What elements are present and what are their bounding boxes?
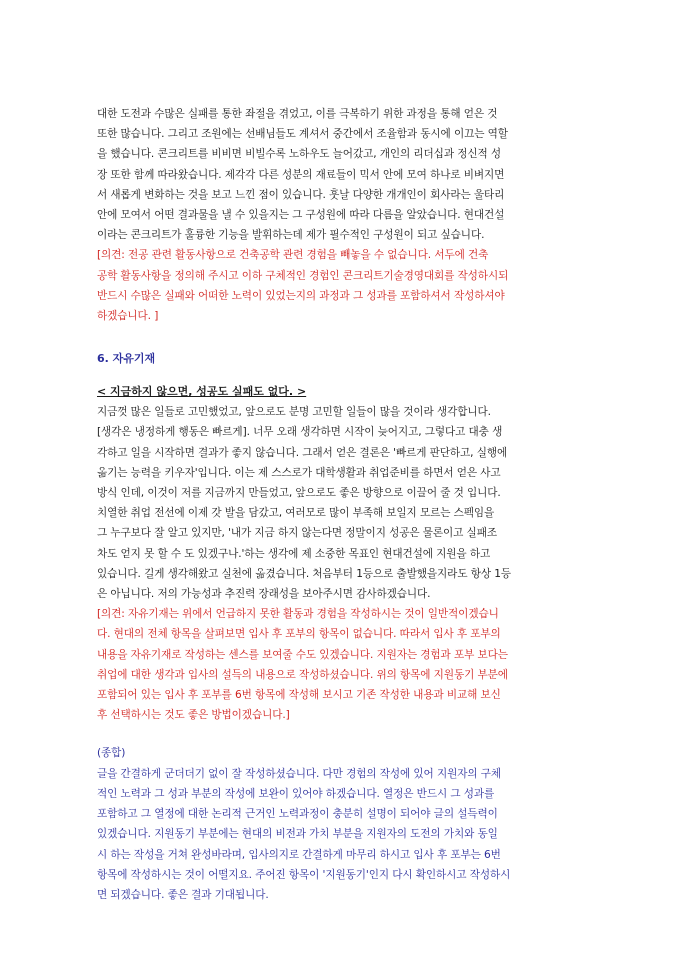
text-line: 대한 도전과 수많은 실패를 통한 좌절을 겪었고, 이를 극복하기 위한 과정을 통해 얻은 것 xyxy=(97,108,498,120)
text-line: 공학 활동사항을 정의해 주시고 이하 구체적인 경험인 콘크리트기술경영대회를 작성하시되 xyxy=(97,269,509,282)
text-line: 포함되어 있는 입사 후 포부를 6번 항목에 작성해 보시고 기존 작성한 내용과 비교해 보신 xyxy=(97,689,501,702)
text-line: 적인 노력과 그 성과 부분의 작성에 보완이 있어야 하겠습니다. 열정은 반드시 그 성과를 xyxy=(97,787,495,800)
text-line: 글을 간결하게 군더더기 없이 잘 작성하셨습니다. 다만 경험의 작성에 있어 지원자의 구체 xyxy=(97,767,502,780)
text-line: 면 되겠습니다. 좋은 결과 기대됩니다. xyxy=(97,888,269,901)
summary-section xyxy=(97,743,585,905)
section-subheading: < 지금하지 않으면, 성공도 실패도 없다. > xyxy=(97,385,307,399)
section-heading-free-entry: 6. 자유기재 xyxy=(97,352,156,366)
text-line: 지금껏 많은 일들로 고민했었고, 앞으로도 분명 고민할 일들이 많을 것이라 생각합니다. xyxy=(97,406,491,419)
paragraph-free-entry xyxy=(97,402,585,604)
text-line: 방식 인데, 이것이 저를 지금까지 만들었고, 앞으로도 좋은 방향으로 이끌어 줄 것 입니다. xyxy=(97,487,501,500)
text-line: 반드시 수많은 실패와 어떠한 노력이 있었는지의 과정과 그 성과를 포함하셔서 작성하셔야 xyxy=(97,289,505,302)
text-line: [의견: 전공 관련 활동사항으로 건축공학 관련 경험을 빼놓을 수 없습니다. 서두에 건축 xyxy=(97,249,489,262)
text-line: 있습니다. 길게 생각해왔고 실천에 옮겼습니다. 처음부터 1등으로 출발했을지라도 항상 1등 xyxy=(97,567,512,580)
text-line: 각하고 일을 시작하면 결과가 좋지 않습니다. 그래서 얻은 결론은 '빠르게 판단하고, 실행에 xyxy=(97,446,508,459)
text-line: 취업에 대한 생각과 입사의 설득의 내용으로 작성하셨습니다. 위의 항목에 지원동기 부분에 xyxy=(97,668,508,681)
text-line: 항목에 작성하시는 것이 어떨지요. 주어진 항목이 '지원동기'인지 다시 확인하시고 작성하시 xyxy=(97,868,511,881)
text-line: 포함하고 그 열정에 대한 논리적 근거인 노력과정이 충분히 설명이 되어야 글의 설득력이 xyxy=(97,808,498,821)
text-line: 또한 많습니다. 그리고 조원에는 선배님들도 계셔서 중간에서 조율함과 동시에 이끄는 역할 xyxy=(97,128,508,141)
text-line: 안에 모여서 어떤 결과물을 낼 수 있을지는 그 구성원에 따라 다름을 알았습니다. 현대건설 xyxy=(97,209,505,222)
paragraph-concrete-experience xyxy=(97,104,585,245)
text-line: 시 하는 작성을 거쳐 완성바라며, 입사의지로 간결하게 마무리 하시고 입사 후 포부는 6번 xyxy=(97,848,501,861)
document-page xyxy=(97,104,585,905)
text-line: 서 새롭게 변화하는 것을 보고 느낀 점이 있습니다. 훗날 다양한 개개인이 회사라는 울타리 xyxy=(97,188,505,201)
text-line: 이라는 콘크리트가 훌륭한 기능을 발휘하는데 제가 필수적인 구성원이 되고 싶습니다. xyxy=(97,229,485,242)
text-line: 하겠습니다. ] xyxy=(97,310,159,323)
text-line: 내용을 자유기재로 작성하는 센스를 보여줄 수도 있겠습니다. 지원자는 경험과 포부 보다는 xyxy=(97,648,508,661)
text-line: 차도 얻지 못 할 수 도 있겠구나.'하는 생각에 제 소중한 목표인 현대건설에 지원을 하고 xyxy=(97,547,491,560)
opinion-section1 xyxy=(97,245,585,326)
opinion-section6 xyxy=(97,604,585,725)
text-line: 후 선택하시는 것도 좋은 방법이겠습니다.] xyxy=(97,709,290,722)
text-line: 있겠습니다. 지원동기 부분에는 현대의 비전과 가치 부분을 지원자의 도전의 가치와 동일 xyxy=(97,828,498,841)
text-line: 치열한 취업 전선에 이제 갓 발을 담갔고, 여러모로 많이 부족해 보일지 모르는 스펙임을 xyxy=(97,507,495,520)
text-line: 다. 현대의 전체 항목을 살펴보면 입사 후 포부의 항목이 없습니다. 따라서 입사 후 포부의 xyxy=(97,628,501,641)
text-line: 은 아닙니다. 저의 가능성과 추진력 장래성을 보아주시면 감사하겠습니다. xyxy=(97,588,431,601)
text-line: [의견: 자유기재는 위에서 언급하지 못한 활동과 경험을 작성하시는 것이 일반적이겠습니 xyxy=(97,608,499,621)
text-line: 옮기는 능력을 키우자'입니다. 이는 제 스스로가 대학생활과 취업준비를 하면서 얻은 사고 xyxy=(97,466,501,479)
text-line: 장 또한 함께 따라왔습니다. 제각각 다른 성분의 재료들이 믹서 안에 모여 하나로 비벼지면 xyxy=(97,168,505,181)
text-line: 그 누구보다 잘 알고 있지만, '내가 지금 하지 않는다면 정말이지 성공은 물론이고 실패조 xyxy=(97,527,497,540)
text-line: 을 했습니다. 콘크리트를 비비면 비빌수록 노하우도 늘어갔고, 개인의 리더십과 정신적 성 xyxy=(97,148,502,161)
text-line: [생각은 냉정하게 행동은 빠르게]. 너무 오래 생각하면 시작이 늦어지고, 그렇다고 대충 생 xyxy=(97,426,503,439)
summary-heading: (종합) xyxy=(97,747,126,760)
